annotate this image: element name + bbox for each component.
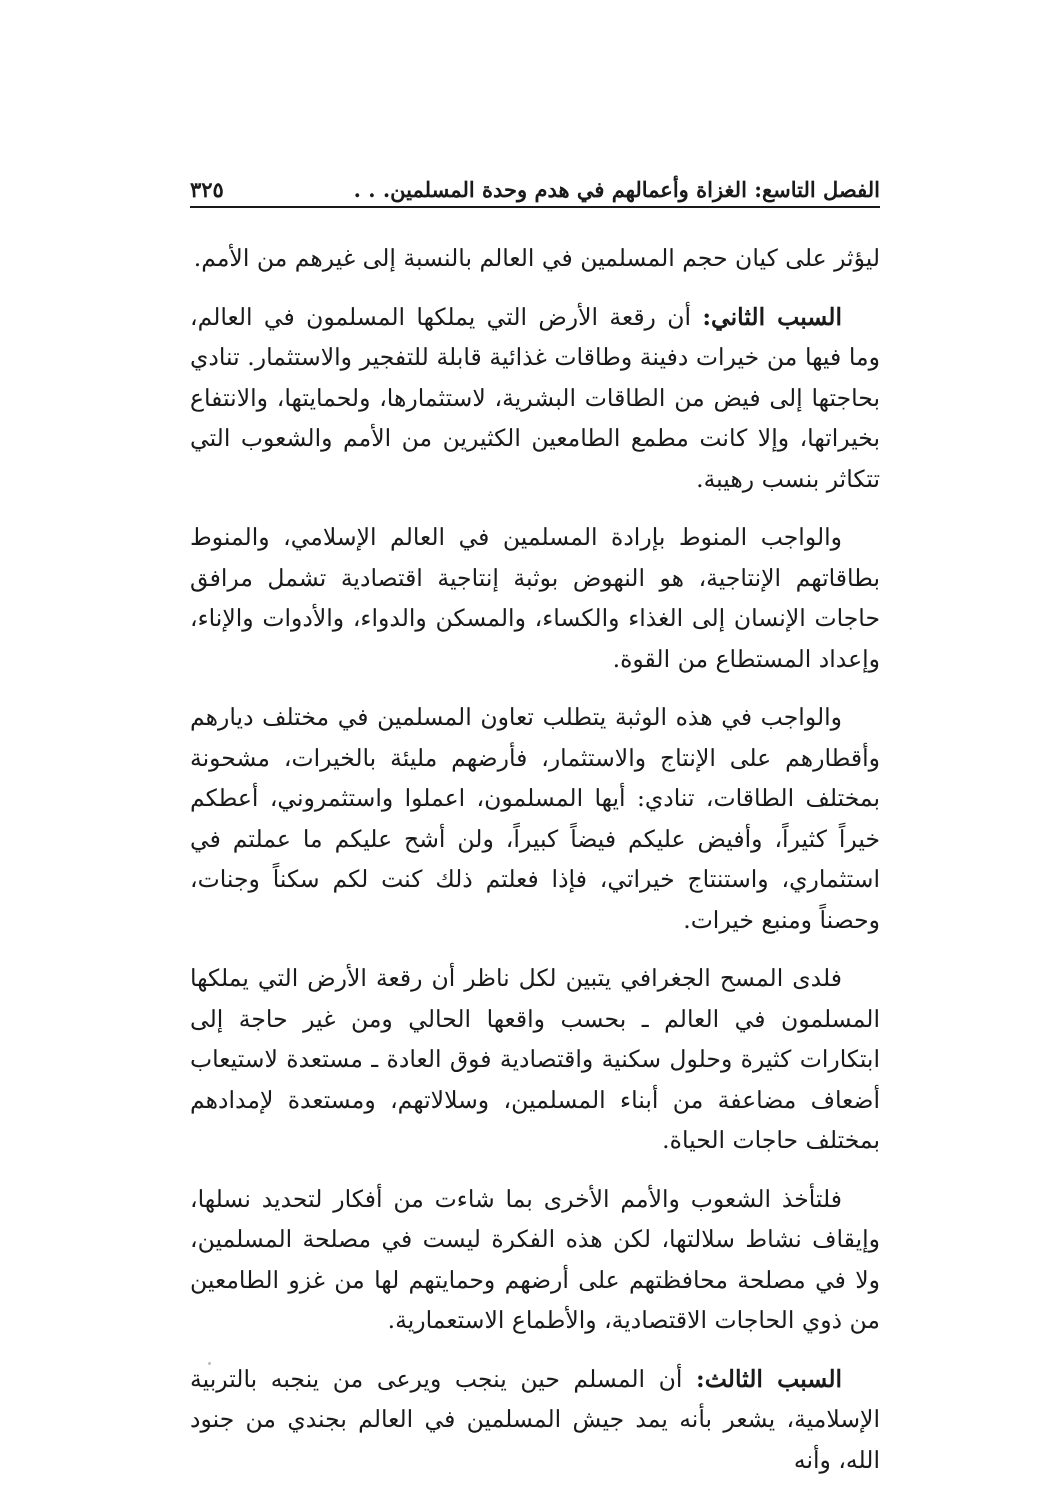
paragraph-5 bbox=[190, 958, 880, 1161]
paragraph-6-text: فلتأخذ الشعوب والأمم الأخرى بما شاءت من أفكار لتحديد نسلها، وإيقاف نشاط سلالتها، لكن هذه الفكرة ليست في مصلحة المسلمين، ولا في مصلحة محافظتهم على أرضهم وحمايتهم لها من غزو الطامعين من ذوي الحاجات الاقتصادية، والأطماع الاستعمارية. bbox=[190, 1184, 880, 1334]
chapter-title: الفصل التاسع: الغزاة وأعمالهم في هدم وحدة المسلمين. . . bbox=[353, 177, 880, 202]
paragraph-3 bbox=[190, 517, 880, 679]
paragraph-2-lead: السبب الثاني: bbox=[702, 302, 842, 331]
paragraph-7 bbox=[190, 1359, 880, 1481]
page-number: ٣٢٥ bbox=[190, 177, 224, 202]
paragraph-1 bbox=[190, 238, 880, 279]
paragraph-7-lead: السبب الثالث: bbox=[696, 1364, 843, 1393]
scan-speck bbox=[208, 1362, 211, 1365]
paragraph-4-text: والواجب في هذه الوثبة يتطلب تعاون المسلمين في مختلف ديارهم وأقطارهم على الإنتاج والاستثمار، فأرضهم مليئة بالخيرات، مشحونة بمختلف الطاقات، تنادي: أيها المسلمون، اعملوا واستثمروني، أعطكم خيراً كثيراً، وأفيض عليكم فيضاً كبيراً، ولن أشح عليكم ما عملتم في استثماري، واستنتاج خيراتي، فإذا فعلتم ذلك كنت لكم سكناً وجنات، وحصناً ومنبع خيرات. bbox=[190, 703, 880, 934]
paragraph-7-text: أن المسلم حين ينجب ويرعى من ينجبه بالتربية الإسلامية، يشعر بأنه يمد جيش المسلمين في العالم بجندي من جنود الله، وأنه bbox=[190, 1364, 880, 1474]
header-rule bbox=[190, 206, 880, 208]
paragraph-1-text: ليؤثر على كيان حجم المسلمين في العالم بالنسبة إلى غيرهم من الأمم. bbox=[193, 244, 880, 272]
paragraph-3-text: والواجب المنوط بإرادة المسلمين في العالم الإسلامي، والمنوط بطاقاتهم الإنتاجية، هو النهوض بوثبة إنتاجية اقتصادية تشمل مرافق حاجات الإنسان إلى الغذاء والكساء، والمسكن والدواء، والأدوات والإناء، وإعداد المستطاع من القوة. bbox=[190, 523, 880, 673]
paragraph-2-text: أن رقعة الأرض التي يملكها المسلمون في العالم، وما فيها من خيرات دفينة وطاقات غذائية قابلة للتفجير والاستثمار. تنادي بحاجتها إلى فيض من الطاقات البشرية، لاستثمارها، ولحمايتها، والانتفاع بخيراتها، وإلا كانت مطمع الطامعين الكثيرين من الأمم والشعوب التي تتكاثر بنسب رهيبة. bbox=[190, 302, 880, 493]
running-header bbox=[190, 170, 880, 204]
paragraph-2 bbox=[190, 297, 880, 500]
paragraph-5-text: فلدى المسح الجغرافي يتبين لكل ناظر أن رقعة الأرض التي يملكها المسلمون في العالم ـ بحسب واقعها الحالي ومن غير حاجة إلى ابتكارات كثيرة وحلول سكنية واقتصادية فوق العادة ـ مستعدة لاستيعاب أضعاف مضاعفة من أبناء المسلمين، وسلالاتهم، ومستعدة لإمدادهم بمختلف حاجات الحياة. bbox=[190, 964, 880, 1154]
page-body bbox=[190, 238, 880, 1498]
paragraph-6 bbox=[190, 1179, 880, 1341]
paragraph-4 bbox=[190, 697, 880, 940]
